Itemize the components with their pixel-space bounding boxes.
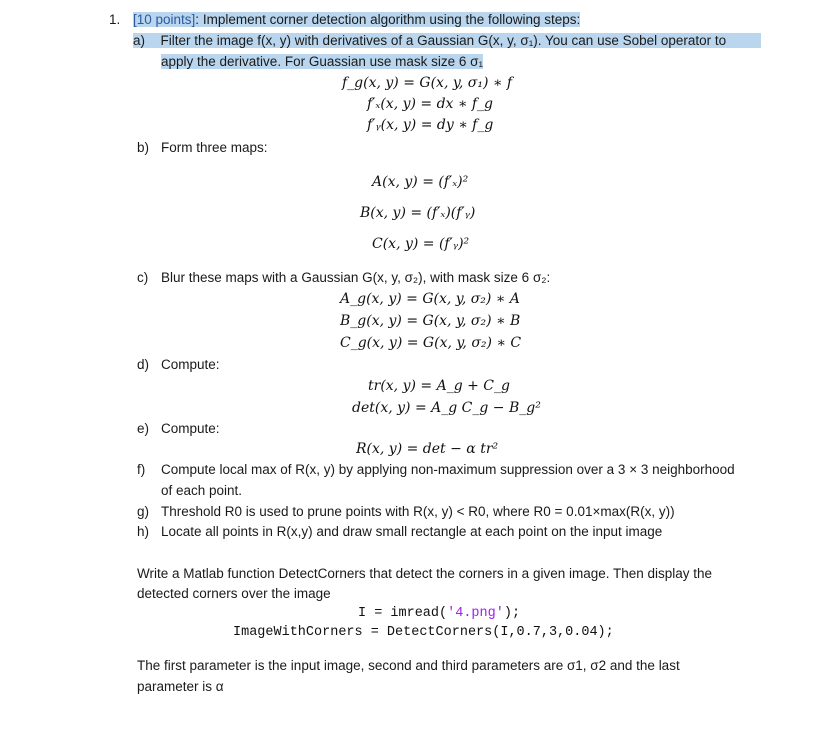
points-label: [10 points]	[133, 12, 196, 27]
problem-number: 1.	[109, 12, 121, 27]
step-e-text: Compute:	[161, 421, 220, 436]
equation: det(x, y) = A_g C_g − B_g²	[352, 400, 541, 416]
step-d-text: Compute:	[161, 357, 220, 372]
step-e-letter: e)	[137, 421, 150, 436]
equation: f_g(x, y) = G(x, y, σ₁) ∗ f	[342, 75, 513, 91]
equation: B_g(x, y) = G(x, y, σ₂) ∗ B	[340, 313, 521, 329]
parameter-note-line2: parameter is α	[137, 679, 224, 694]
step-b-text: Form three maps:	[161, 140, 268, 155]
step-d-letter: d)	[137, 357, 150, 372]
step-h-letter: h)	[137, 524, 150, 539]
equation: tr(x, y) = A_g + C_g	[368, 378, 510, 394]
equation: f′ᵧ(x, y) = dy ∗ f_g	[367, 117, 494, 133]
equation: B(x, y) = (f′ₓ)(f′ᵧ)	[360, 205, 476, 221]
problem-header	[133, 12, 580, 27]
instruction-paragraph-line2: detected corners over the image	[137, 586, 331, 601]
code-string: '4.png'	[447, 606, 504, 621]
problem-title: Implement corner detection algorithm using the following steps:	[202, 12, 581, 27]
step-f-text: Compute local max of R(x, y) by applying non-maximum suppression over a 3 × 3 neighborhood	[161, 462, 735, 477]
code-text: I = imread(	[358, 606, 448, 621]
step-g-text: Threshold R0 is used to prune points with R(x, y) < R0, where R0 = 0.01×max(R(x, y))	[161, 504, 675, 519]
equation: A(x, y) = (f′ₓ)²	[372, 174, 469, 190]
equation: A_g(x, y) = G(x, y, σ₂) ∗ A	[340, 291, 520, 307]
code-line: ImageWithCorners = DetectCorners(I,0.7,3,0.04);	[233, 625, 614, 640]
code-line	[358, 606, 520, 621]
step-a	[133, 33, 761, 48]
instruction-paragraph: Write a Matlab function DetectCorners that detect the corners in a given image. Then display the	[137, 566, 713, 581]
step-text: Filter the image f(x, y) with derivatives of a Gaussian G(x, y, σ₁). You can use Sobel operator to	[160, 33, 727, 48]
equation: C_g(x, y) = G(x, y, σ₂) ∗ C	[340, 335, 522, 351]
step-c-text: Blur these maps with a Gaussian G(x, y, σ₂), with mask size 6 σ₂:	[161, 270, 551, 285]
parameter-note: The first parameter is the input image, second and third parameters are σ1, σ2 and the last	[137, 658, 680, 673]
header-colon: :	[195, 12, 200, 27]
equation: f′ₓ(x, y) = dx ∗ f_g	[367, 96, 494, 112]
step-c-letter: c)	[137, 270, 149, 285]
step-b-letter: b)	[137, 140, 150, 155]
equation: C(x, y) = (f′ᵧ)²	[372, 236, 470, 252]
step-a-line2: apply the derivative. For Guassian use mask size 6 σ₁	[161, 54, 484, 69]
step-g-letter: g)	[137, 504, 150, 519]
step-h-text: Locate all points in R(x,y) and draw small rectangle at each point on the input image	[161, 524, 663, 539]
step-f-letter: f)	[137, 462, 146, 477]
equation: R(x, y) = det − α tr²	[356, 441, 499, 457]
step-f-text-line2: of each point.	[161, 483, 243, 498]
step-letter: a)	[133, 33, 146, 48]
code-text: );	[503, 606, 521, 621]
